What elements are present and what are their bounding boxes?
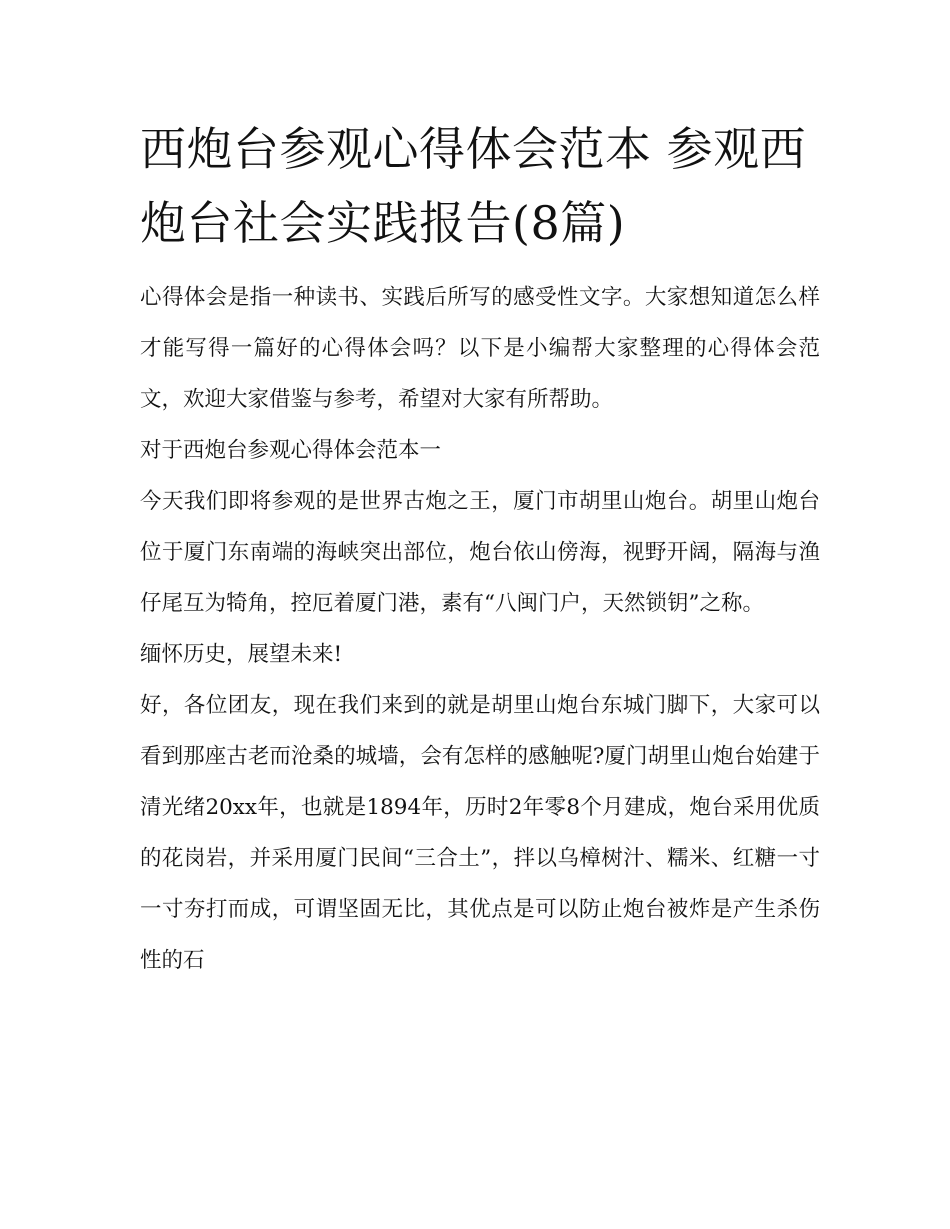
- body-paragraph: 缅怀历史，展望未来!: [140, 642, 343, 667]
- body-paragraph: 好，各位团友，现在我们来到的就是胡里山炮台东城门脚下，大家可以看到那座古老而沧桑的城墙，会有怎样的感触呢?厦门胡里山炮台始建于清光绪20xx年，也就是1894年，历时2年零8个月建成，炮台采用优质的花岗岩，并采用厦门民间“三合土”，拌以乌樟树汁、糯米、红糖一寸一寸夯打而成，可谓坚固无比，其优点是可以防止炮台被炸是产生杀伤性的石: [140, 693, 820, 973]
- section-heading: 对于西炮台参观心得体会范本一: [140, 438, 442, 463]
- body-paragraph: 今天我们即将参观的是世界古炮之王，厦门市胡里山炮台。胡里山炮台位于厦门东南端的海峡突出部位，炮台依山傍海，视野开阔，隔海与渔仔尾互为犄角，控厄着厦门港，素有“八闽门户，天然锁钥”之称。: [140, 489, 820, 616]
- document-page: [140, 112, 820, 986]
- intro-paragraph: 心得体会是指一种读书、实践后所写的感受性文字。大家想知道怎么样才能写得一篇好的心得体会吗？以下是小编帮大家整理的心得体会范文，欢迎大家借鉴与参考，希望对大家有所帮助。: [140, 285, 820, 412]
- document-title: 西炮台参观心得体会范本 参观西炮台社会实践报告(8篇): [140, 122, 807, 250]
